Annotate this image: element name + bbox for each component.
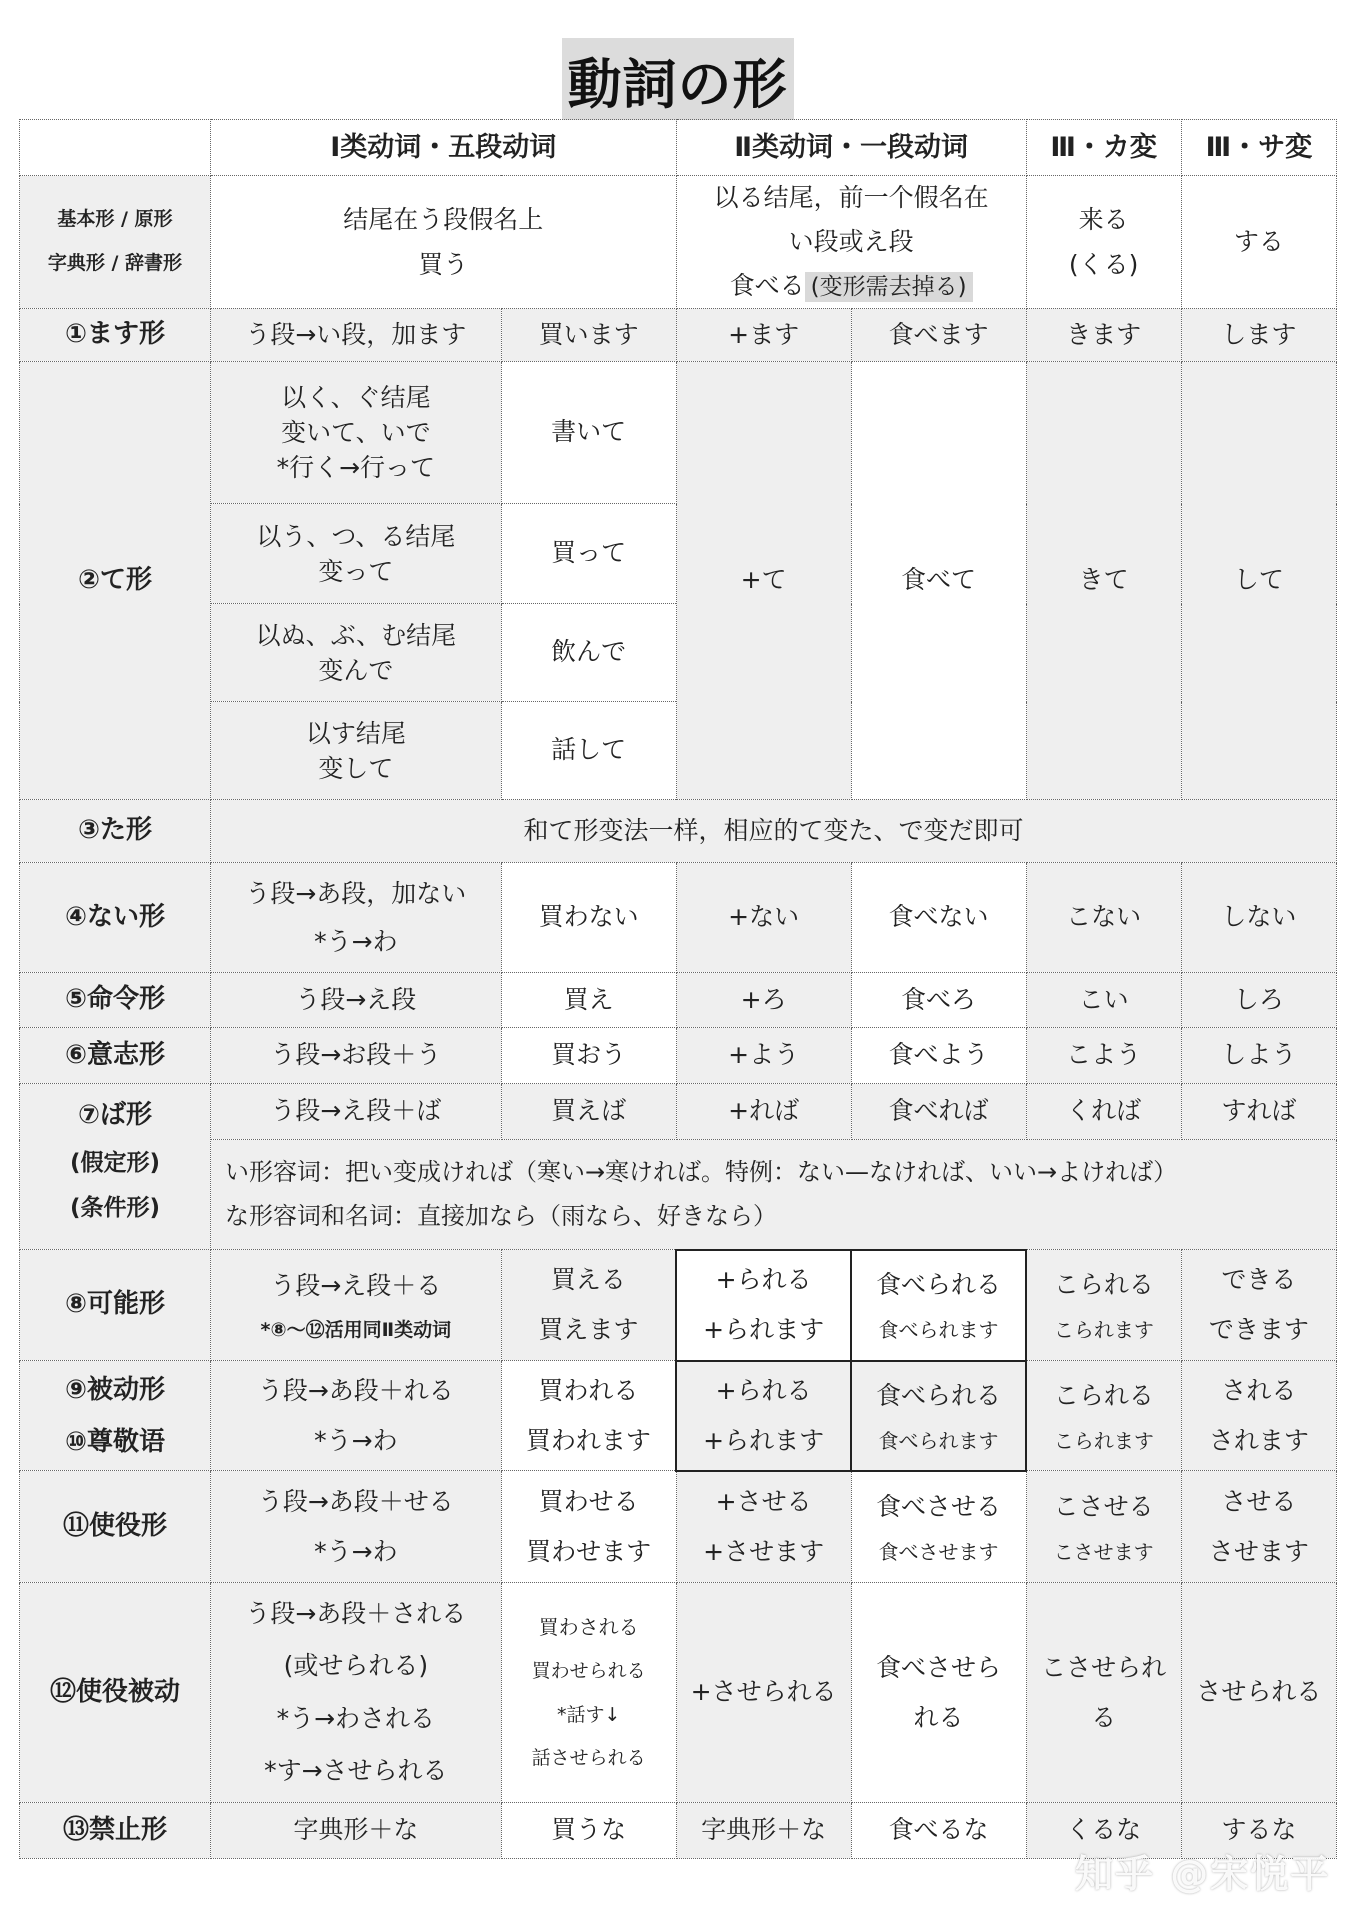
kanou-r2: [676, 1250, 851, 1361]
shiekiukemi-ka-b: る: [1091, 1702, 1117, 1732]
basic-group1: [210, 176, 676, 309]
row-shiekiukemi: [20, 1583, 1337, 1803]
label-ukemi: [20, 1361, 211, 1471]
row-basic: [20, 176, 1337, 309]
label-nai: ④ない形: [20, 863, 211, 973]
shiekiukemi-r2: +させられる: [676, 1583, 851, 1803]
shieki-rule-2: *う→わ: [314, 1536, 398, 1566]
ta-text: 和て形变法一样，相应的て变た、で变だ即可: [210, 800, 1336, 863]
nai-ex1: 買わない: [501, 863, 676, 973]
label-shieki: ⑪使役形: [20, 1471, 211, 1583]
basic-sa: する: [1181, 176, 1336, 309]
shiekiukemi-rule-4: *す→させられる: [264, 1756, 448, 1785]
kanou-ex1: [501, 1250, 676, 1361]
ukemi-ka: [1026, 1361, 1181, 1471]
row-kanou: [20, 1250, 1337, 1361]
label-ba-3: (条件形): [69, 1194, 160, 1221]
te-r2: +て: [676, 362, 851, 800]
shiekiukemi-ka: [1026, 1583, 1181, 1803]
shiekiukemi-rule-1: う段→あ段＋される: [245, 1598, 467, 1628]
ukemi-ex1-a: 買われる: [538, 1375, 639, 1405]
row-ukemi: [20, 1361, 1337, 1471]
shieki-r2: [676, 1471, 851, 1583]
basic-g1-rule: 结尾在う段假名上: [343, 205, 544, 234]
kanou-ex2-a: 食べられる: [876, 1270, 1002, 1299]
ba-note-1: い形容词：把い变成ければ（寒い→寒ければ。特例：ない—なければ、いい→よければ）: [224, 1157, 1178, 1186]
shiekiukemi-sa: させられる: [1181, 1583, 1336, 1803]
ba-note: [210, 1140, 1336, 1250]
ba-sa: すれば: [1181, 1084, 1336, 1140]
te-rule-4: [210, 702, 501, 800]
ba-note-2: な形容词和名词：直接加なら（雨なら、好きなら）: [224, 1202, 777, 1231]
shiekiukemi-ex1-c: *話す↓: [556, 1703, 621, 1726]
ukemi-sa-1: される: [1221, 1375, 1297, 1405]
corner-cell: [20, 120, 211, 176]
shieki-ex2-b: 食べさせます: [878, 1539, 999, 1564]
ishi-ex2: 食べよう: [851, 1028, 1026, 1084]
shiekiukemi-rule-2: (或せられる): [283, 1651, 429, 1680]
ba-rule: う段→え段＋ば: [210, 1084, 501, 1140]
te-ka: きて: [1026, 362, 1181, 800]
te-rule-1-b: 变いて、いで: [281, 418, 431, 447]
label-basic: [20, 176, 211, 309]
page-title: 動詞の形: [562, 38, 794, 123]
label-kinshi: ⑬禁止形: [20, 1803, 211, 1859]
shieki-sa: [1181, 1471, 1336, 1583]
row-ba-note: [20, 1140, 1337, 1250]
label-basic-2: 字典形 / 辞書形: [47, 252, 183, 274]
kanou-ex1-a: 買える: [550, 1265, 626, 1294]
te-rule-1: [210, 362, 501, 504]
kanou-rule-1: う段→え段＋る: [270, 1271, 442, 1300]
shiekiukemi-ex1-b: 買わせられる: [531, 1659, 646, 1682]
kinshi-rule: 字典形＋な: [210, 1803, 501, 1859]
label-ba-1: ⑦ば形: [77, 1100, 152, 1130]
te-ex-3: 飲んで: [501, 604, 676, 702]
kanou-r2-b: +られます: [703, 1315, 825, 1344]
ukemi-ex1: [501, 1361, 676, 1471]
kinshi-sa: するな: [1181, 1803, 1336, 1859]
nai-rule-2: *う→わ: [314, 926, 398, 956]
shiekiukemi-ex2-a: 食べさせら: [876, 1652, 1002, 1682]
shieki-r2-a: +させる: [715, 1486, 812, 1516]
ukemi-ex2-a: 食べられる: [876, 1380, 1002, 1410]
kanou-ka-2: こられます: [1053, 1318, 1154, 1342]
meirei-ex2: 食べろ: [851, 973, 1026, 1028]
shiekiukemi-rule-3: *う→わされる: [276, 1703, 436, 1733]
kanou-ex2-b: 食べられます: [878, 1318, 999, 1342]
kinshi-ka: くるな: [1026, 1803, 1181, 1859]
row-ba: [20, 1084, 1337, 1140]
row-nai: [20, 863, 1337, 973]
ishi-ex1: 買おう: [501, 1028, 676, 1084]
shiekiukemi-rule: [210, 1583, 501, 1803]
kinshi-r2: 字典形＋な: [676, 1803, 851, 1859]
kanou-sa-2: できます: [1208, 1315, 1309, 1344]
shieki-ka: [1026, 1471, 1181, 1583]
ishi-r2: +よう: [676, 1028, 851, 1084]
shieki-ex2: [851, 1471, 1026, 1583]
label-kanou: ⑧可能形: [20, 1250, 211, 1361]
kanou-sa: [1181, 1250, 1336, 1361]
masu-rule: う段→い段，加ます: [210, 309, 501, 362]
header-row: [20, 120, 1337, 176]
nai-r2: +ない: [676, 863, 851, 973]
ukemi-ex2-b: 食べられます: [878, 1428, 999, 1453]
te-rule-3-a: 以ぬ、ぶ、む结尾: [255, 620, 457, 650]
shieki-ka-1: こさせる: [1053, 1491, 1154, 1521]
row-ta: [20, 800, 1337, 863]
masu-ex2: 食べます: [851, 309, 1026, 362]
ukemi-ex2: [851, 1361, 1026, 1471]
basic-g2-rule1: 以る结尾，前一个假名在: [713, 183, 989, 213]
ukemi-ka-1: こられる: [1053, 1380, 1154, 1410]
row-meirei: [20, 973, 1337, 1028]
basic-g2-example: 食べる: [729, 270, 805, 300]
shiekiukemi-ex1: [501, 1583, 676, 1803]
te-rule-4-b: 变して: [318, 753, 394, 783]
te-rule-1-a: 以く、ぐ结尾: [281, 383, 431, 412]
ba-ex2: 食べれば: [851, 1084, 1026, 1140]
header-sa: Ⅲ・サ変: [1181, 120, 1336, 176]
kanou-ka-1: こられる: [1053, 1270, 1154, 1299]
basic-g2-note: (变形需去掉る): [805, 272, 973, 302]
shieki-sa-1: させる: [1221, 1486, 1297, 1516]
kanou-ex2: [851, 1250, 1026, 1361]
label-ba-2: (假定形): [69, 1149, 160, 1176]
kanou-sa-1: できる: [1221, 1265, 1297, 1294]
kinshi-ex1: 買うな: [501, 1803, 676, 1859]
shiekiukemi-ex2: [851, 1583, 1026, 1803]
label-ishi: ⑥意志形: [20, 1028, 211, 1084]
ba-r2: +れば: [676, 1084, 851, 1140]
basic-group2: [676, 176, 1026, 309]
shieki-sa-2: させます: [1208, 1536, 1309, 1566]
header-ka: Ⅲ・カ変: [1026, 120, 1181, 176]
ukemi-rule-1: う段→あ段＋れる: [257, 1375, 454, 1405]
basic-g2-example-line: [681, 264, 1022, 308]
title-wrap: [0, 38, 1355, 123]
shieki-ka-2: こさせます: [1053, 1539, 1154, 1564]
ukemi-r2-a: +られる: [715, 1375, 812, 1405]
meirei-ex1: 買え: [501, 973, 676, 1028]
header-group2: Ⅱ类动词・一段动词: [676, 120, 1026, 176]
ukemi-sa: [1181, 1361, 1336, 1471]
row-shieki: [20, 1471, 1337, 1583]
shiekiukemi-ex2-b: れる: [913, 1702, 964, 1732]
kanou-ex1-b: 買えます: [538, 1315, 639, 1344]
masu-r2: +ます: [676, 309, 851, 362]
header-group1: Ⅰ类动词・五段动词: [210, 120, 676, 176]
shieki-ex1-b: 買わせます: [526, 1536, 652, 1566]
te-rule-2-b: 变って: [318, 556, 394, 586]
shiekiukemi-ex1-d: 話させられる: [531, 1747, 646, 1770]
meirei-sa: しろ: [1181, 973, 1336, 1028]
ishi-sa: しよう: [1181, 1028, 1336, 1084]
basic-g2-rule2: い段或え段: [788, 227, 914, 257]
kanou-rule: [210, 1250, 501, 1361]
meirei-r2: +ろ: [676, 973, 851, 1028]
ukemi-r2: [676, 1361, 851, 1471]
verb-form-table: [19, 119, 1337, 1859]
te-rule-3: [210, 604, 501, 702]
ukemi-rule-2: *う→わ: [314, 1425, 398, 1455]
nai-ex2: 食べない: [851, 863, 1026, 973]
shieki-rule-1: う段→あ段＋せる: [257, 1486, 454, 1516]
label-meirei: ⑤命令形: [20, 973, 211, 1028]
te-ex-1: 書いて: [501, 362, 676, 504]
ishi-rule: う段→お段＋う: [210, 1028, 501, 1084]
te-ex-2: 買って: [501, 504, 676, 604]
ba-ex1: 買えば: [501, 1084, 676, 1140]
shieki-ex1-a: 買わせる: [538, 1486, 639, 1516]
label-ba: [20, 1084, 211, 1250]
nai-rule-1: う段→あ段，加ない: [245, 879, 467, 908]
te-rule-4-a: 以す结尾: [305, 718, 406, 748]
watermark: 知乎 @宋悦平: [1075, 1852, 1331, 1896]
basic-ka: [1026, 176, 1181, 309]
te-rule-2-a: 以う、つ、る结尾: [256, 521, 456, 551]
masu-sa: します: [1181, 309, 1336, 362]
ukemi-r2-b: +られます: [703, 1425, 825, 1455]
ishi-ka: こよう: [1026, 1028, 1181, 1084]
te-rule-3-b: 变んで: [318, 655, 394, 685]
te-rule-2: [210, 504, 501, 604]
shieki-ex2-a: 食べさせる: [876, 1491, 1002, 1521]
shiekiukemi-ka-a: こさせられ: [1041, 1652, 1167, 1682]
label-ukemi-1: ⑨被动形: [64, 1374, 165, 1405]
row-masu: [20, 309, 1337, 362]
label-shiekiukemi: ⑫使役被动: [20, 1583, 211, 1803]
nai-ka: こない: [1026, 863, 1181, 973]
te-ex2: 食べて: [851, 362, 1026, 800]
label-masu: ①ます形: [20, 309, 211, 362]
te-ex-4: 話して: [501, 702, 676, 800]
shieki-r2-b: +させます: [703, 1536, 825, 1566]
kanou-r2-a: +られる: [715, 1265, 812, 1294]
shieki-ex1: [501, 1471, 676, 1583]
shiekiukemi-ex1-a: 買わされる: [538, 1614, 639, 1639]
row-te-1: [20, 362, 1337, 504]
masu-ka: きます: [1026, 309, 1181, 362]
label-ukemi-2: ⑩尊敬语: [64, 1426, 165, 1457]
nai-rule: [210, 863, 501, 973]
label-ta: ③た形: [20, 800, 211, 863]
basic-ka-1: 来る: [1078, 205, 1129, 234]
basic-g1-example: 買う: [418, 250, 469, 279]
shieki-rule: [210, 1471, 501, 1583]
nai-sa: しない: [1181, 863, 1336, 973]
kinshi-ex2: 食べるな: [851, 1803, 1026, 1859]
label-te: ②て形: [20, 362, 211, 800]
te-sa: して: [1181, 362, 1336, 800]
ukemi-ka-2: こられます: [1053, 1428, 1154, 1453]
ba-ka: くれば: [1026, 1084, 1181, 1140]
te-rule-1-c: *行く→行って: [276, 453, 436, 482]
ukemi-ex1-b: 買われます: [525, 1425, 651, 1455]
masu-ex1: 買います: [501, 309, 676, 362]
meirei-ka: こい: [1026, 973, 1181, 1028]
ukemi-rule: [210, 1361, 501, 1471]
meirei-rule: う段→え段: [210, 973, 501, 1028]
label-basic-1: 基本形 / 原形: [57, 208, 173, 231]
kanou-ka: [1026, 1250, 1181, 1361]
ukemi-sa-2: されます: [1208, 1425, 1309, 1455]
kanou-note: *⑧～⑫活用同Ⅱ类动词: [260, 1319, 452, 1341]
basic-ka-2: (くる): [1068, 250, 1139, 279]
row-ishi: [20, 1028, 1337, 1084]
